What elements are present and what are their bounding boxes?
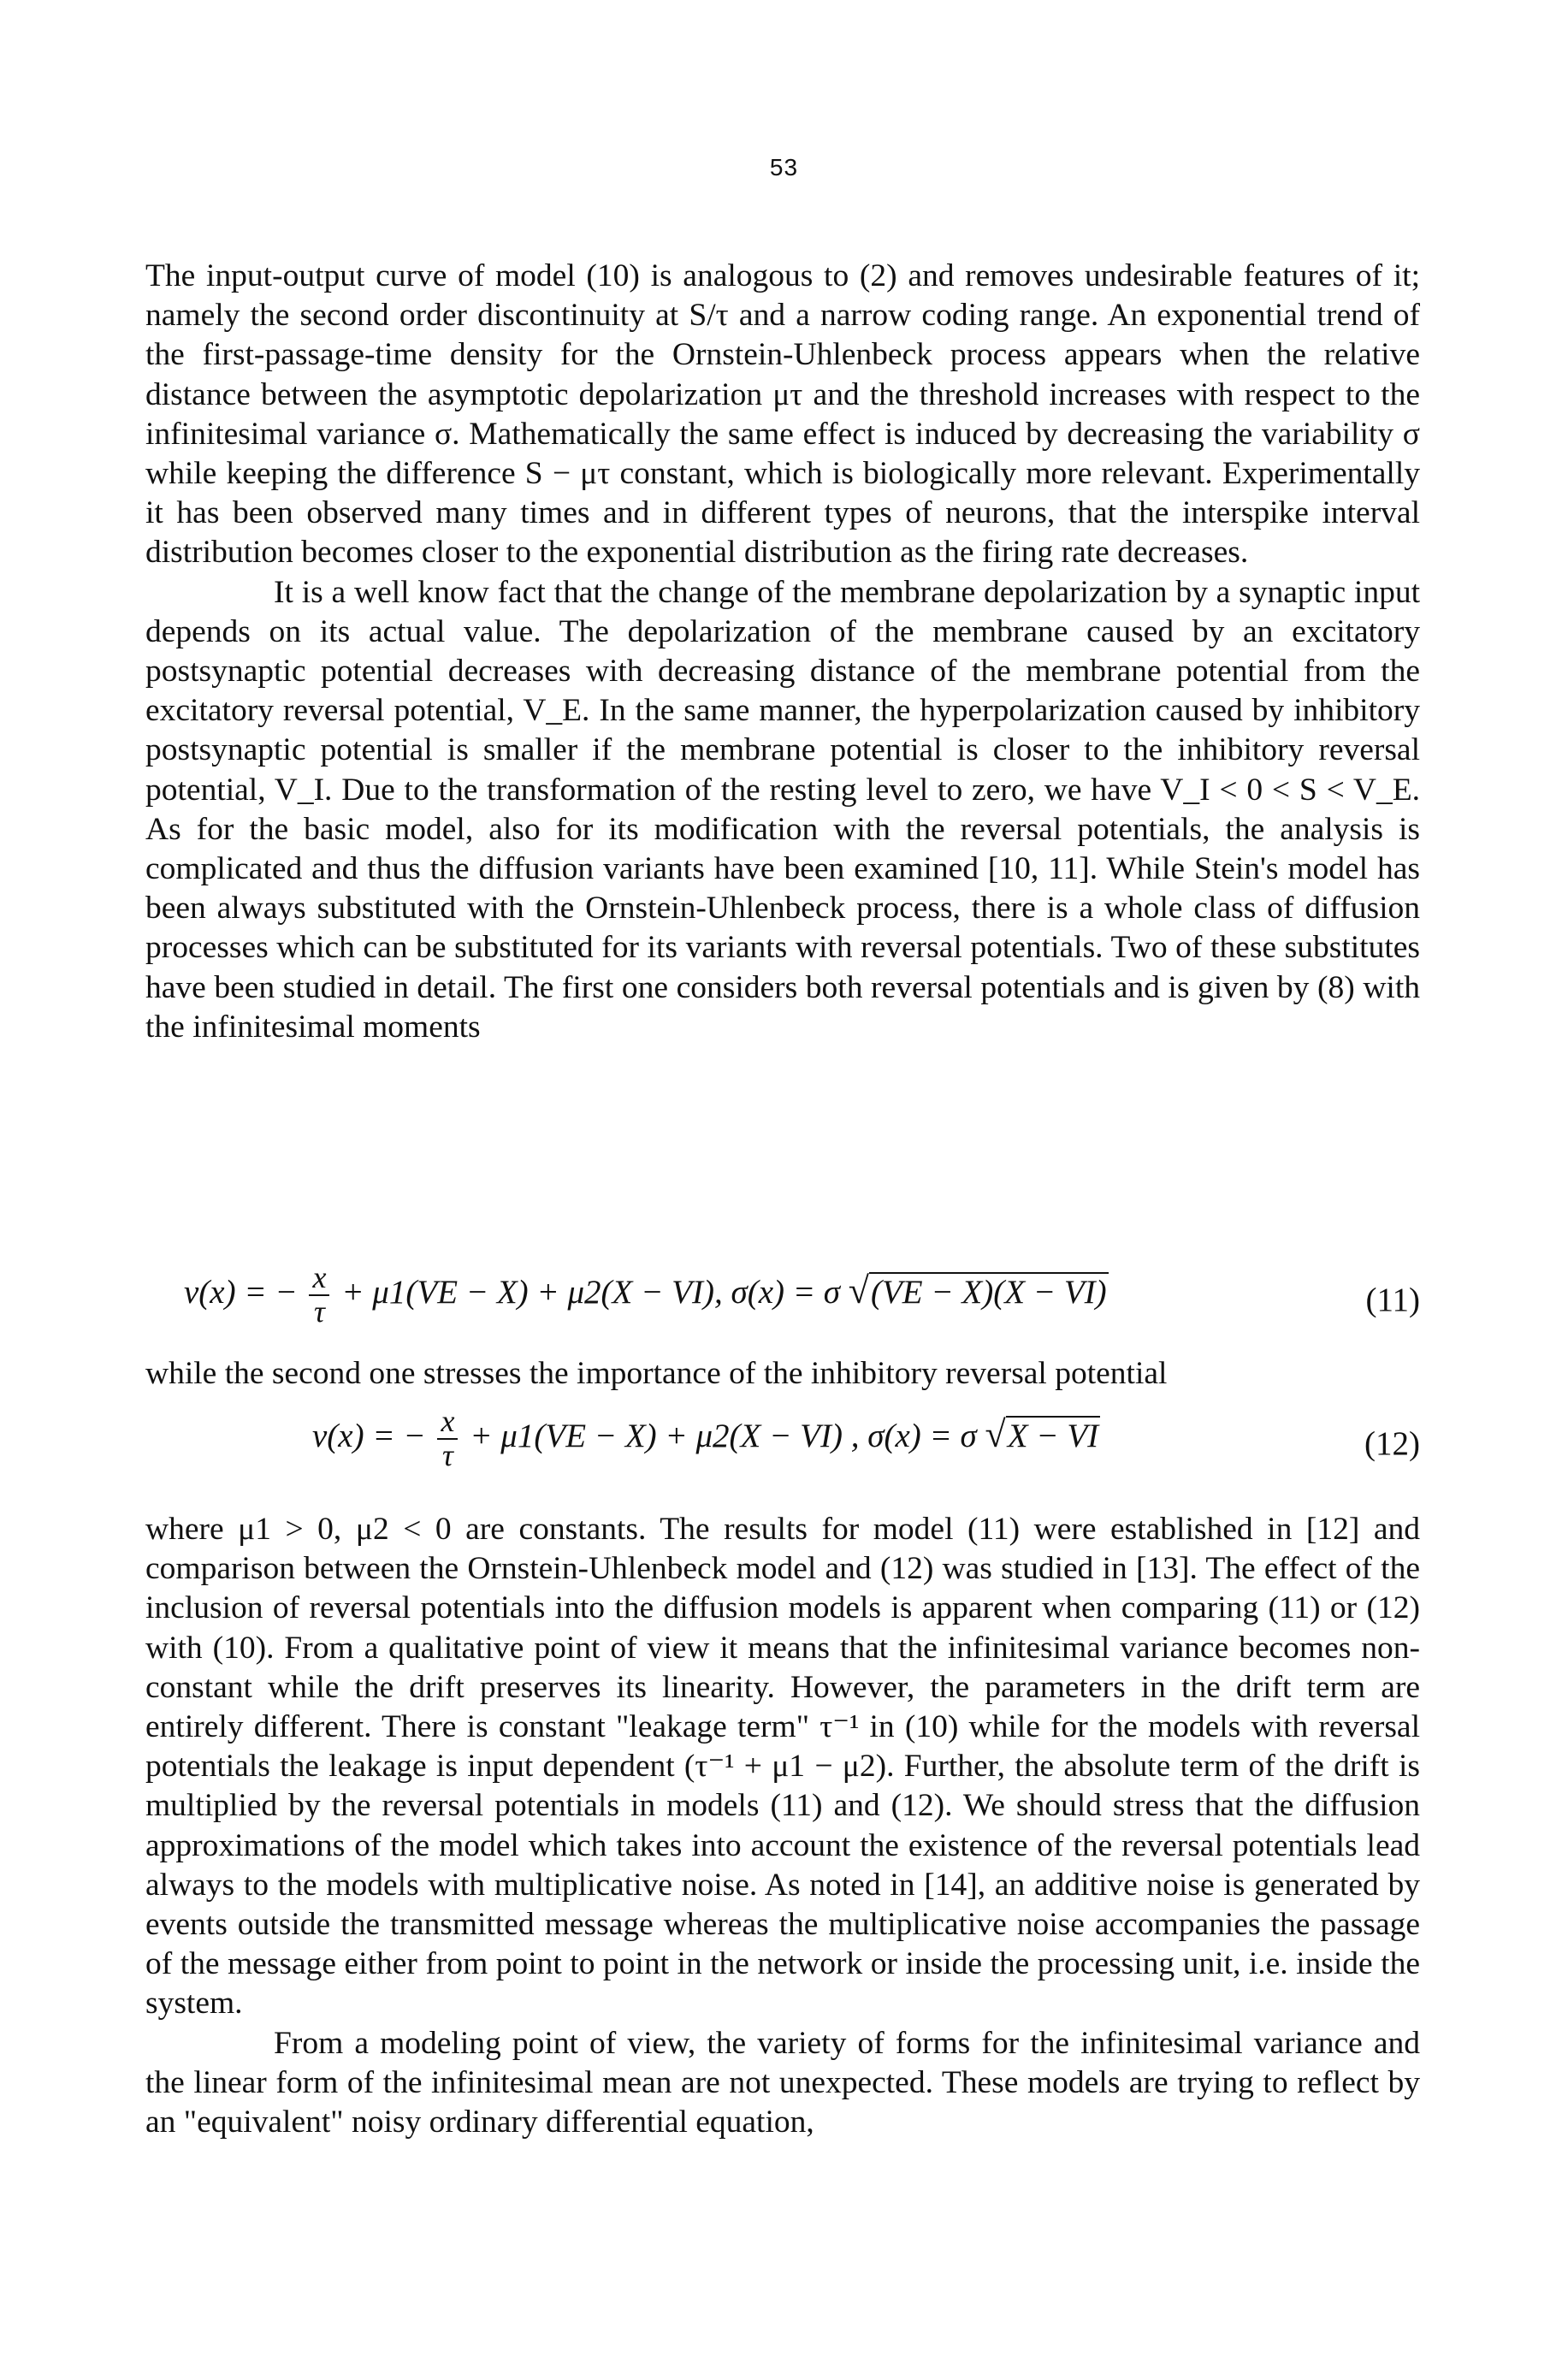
eq11-label: (11) bbox=[1365, 1282, 1420, 1318]
eq12-drift: + μ1(VE − X) + μ2(X − VI) , bbox=[470, 1417, 860, 1454]
body-text-between bbox=[145, 1354, 1420, 1394]
equation-12 bbox=[145, 1406, 1420, 1488]
eq11-frac-den: τ bbox=[314, 1294, 325, 1329]
eq11-lhs: ν(x) = − bbox=[184, 1273, 298, 1311]
eq11-fraction bbox=[309, 1262, 329, 1329]
body-text-top bbox=[145, 257, 1420, 1047]
eq11-sqrt-arg: (VE − X)(X − VI) bbox=[870, 1273, 1107, 1311]
eq12-frac-num: x bbox=[441, 1404, 455, 1438]
radical-sign-icon: √ bbox=[985, 1412, 1006, 1455]
eq12-fraction bbox=[437, 1406, 458, 1472]
paragraph-5: From a modeling point of view, the variety of forms for the infinitesimal variance and the linear form of the infinitesimal mean are not unexpected. These models are trying to reflect by an "equivalent" noisy ordinary differential equation, bbox=[145, 2025, 1420, 2140]
paragraph-2: It is a well know fact that the change of the membrane depolarization by a synaptic input depends on its actual value. The depolarization of the membrane caused by an excitatory postsynaptic potential decreases with decreasing distance of the membrane potential from the excitatory reversal potential, V_E. In the same manner, the hyperpolarization caused by inhibitory postsynaptic potential is smaller if the membrane potential is closer to the inhibitory reversal potential, V_I. Due to the transformation of the resting level to zero, we have V_I < 0 < S < V_E. As for the basic model, also for its modification with the reversal potentials, the analysis is complicated and thus the diffusion variants have been examined [10, 11]. While Stein's model has been always substituted with the Ornstein-Uhlenbeck process, there is a whole class of diffusion processes which can be substituted for its variants with reversal potentials. Two of these substitutes have been studied in detail. The first one considers both reversal potentials and is given by (8) with the infinitesimal moments bbox=[145, 574, 1420, 1045]
eq12-frac-den: τ bbox=[442, 1437, 453, 1472]
eq12-sqrt bbox=[985, 1412, 1101, 1456]
eq12-lhs: ν(x) = − bbox=[312, 1417, 426, 1454]
eq11-drift: + μ1(VE − X) + μ2(X − VI), bbox=[341, 1273, 723, 1311]
eq12-sqrt-arg: X − VI bbox=[1007, 1417, 1099, 1454]
paragraph-3: while the second one stresses the importance of the inhibitory reversal potential bbox=[145, 1356, 1168, 1391]
paragraph-1: The input-output curve of model (10) is analogous to (2) and removes undesirable features of it; namely the second order discontinuity at S/τ and a narrow coding range. An exponential trend of the first-passage-time density for the Ornstein-Uhlenbeck process appears when the relative distance between the asymptotic depolarization μτ and the threshold increases with respect to the infinitesimal variance σ. Mathematically the same effect is induced by decreasing the variability σ while keeping the difference S − μτ constant, which is biologically more relevant. Experimentally it has been observed many times and in different types of neurons, that the interspike interval distribution becomes closer to the exponential distribution as the firing rate decreases. bbox=[145, 258, 1420, 571]
equation-12-body bbox=[312, 1406, 1100, 1472]
body-text-bottom bbox=[145, 1510, 1420, 2142]
paragraph-4: where μ1 > 0, μ2 < 0 are constants. The results for model (11) were established in [12] and comparison between the Ornstein-Uhlenbeck model and (12) was studied in [13]. The effect of the inclusion of reversal potentials into the diffusion models is apparent when comparing (11) or (12) with (10). From a qualitative point of view it means that the infinitesimal variance becomes non-constant while the drift preserves its linearity. However, the parameters in the drift term are entirely different. There is constant "leakage term" τ⁻¹ in (10) while for the models with reversal potentials the leakage is input dependent (τ⁻¹ + μ1 − μ2). Further, the absolute term of the drift is multiplied by the reversal potentials in models (11) and (12). We should stress that the diffusion approximations of the model which takes into account the existence of the reversal potentials lead always to the models with multiplicative noise. As noted in [14], an additive noise is generated by events outside the transmitted message whereas the multiplicative noise accompanies the passage of the message either from point to point in the network or inside the processing unit, i.e. inside the system. bbox=[145, 1512, 1420, 2022]
eq12-label: (12) bbox=[1364, 1425, 1420, 1462]
eq11-sqrt bbox=[849, 1269, 1109, 1312]
page-number: 53 bbox=[769, 154, 799, 181]
equation-11 bbox=[145, 1262, 1420, 1344]
radical-sign-icon: √ bbox=[848, 1269, 869, 1311]
eq11-sigma-lhs: σ(x) = σ bbox=[731, 1273, 841, 1311]
eq12-sigma-lhs: σ(x) = σ bbox=[867, 1417, 977, 1454]
eq11-frac-num: x bbox=[312, 1260, 327, 1294]
equation-11-body bbox=[184, 1262, 1109, 1329]
